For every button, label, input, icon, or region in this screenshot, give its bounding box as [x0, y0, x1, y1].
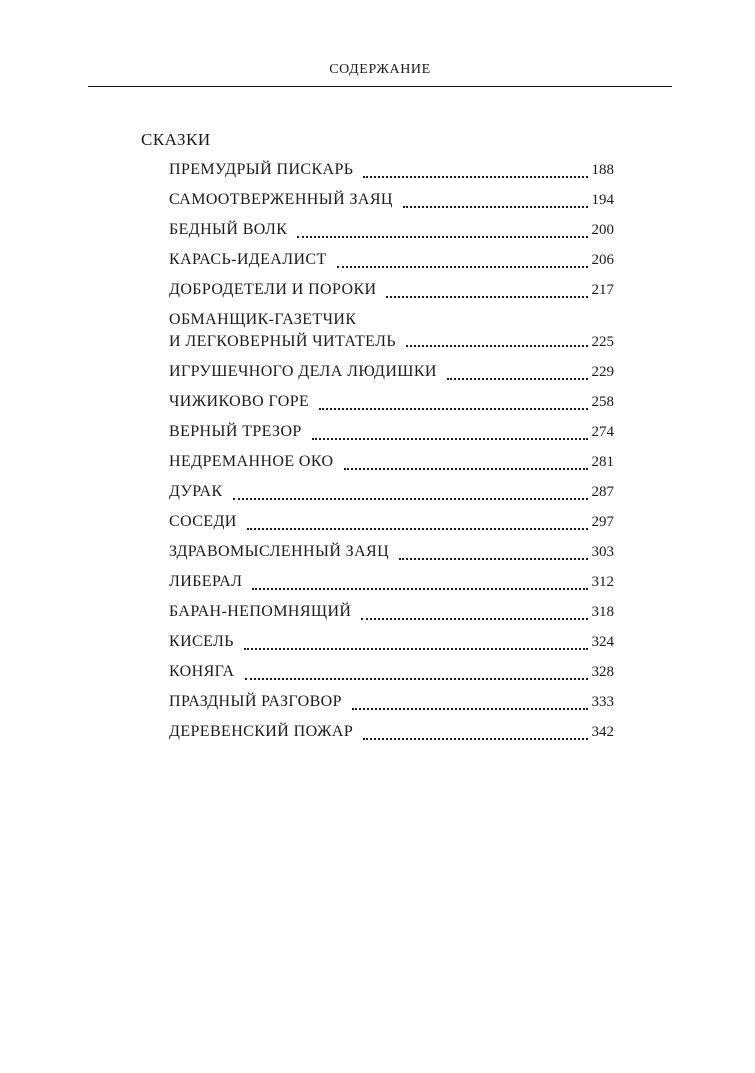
toc-entry-title: ПРАЗДНЫЙ РАЗГОВОР: [169, 693, 342, 710]
table-of-contents: [169, 155, 614, 747]
dot-leader: [297, 236, 587, 238]
toc-entry-title: ЧИЖИКОВО ГОРЕ: [169, 393, 310, 410]
toc-entry: [169, 657, 614, 687]
header-rule: [88, 86, 672, 87]
dot-leader: [244, 648, 588, 650]
dot-leader: [245, 678, 588, 680]
toc-entry-title: КОНЯГА: [169, 663, 235, 680]
toc-entry: [169, 687, 614, 717]
toc-entry-title: ДОБРОДЕТЕЛИ И ПОРОКИ: [169, 281, 377, 298]
toc-entry-title: КАРАСЬ-ИДЕАЛИСТ: [169, 251, 327, 268]
toc-entry-page-number: 297: [591, 514, 614, 530]
toc-entry-title: ВЕРНЫЙ ТРЕЗОР: [169, 423, 302, 440]
toc-entry-page-number: 312: [591, 574, 614, 590]
dot-leader: [403, 206, 588, 208]
toc-entry-title: ДУРАК: [169, 483, 223, 500]
toc-entry: [169, 567, 614, 597]
toc-entry-page-number: 258: [591, 394, 614, 410]
toc-entry-title: ЗДРАВОМЫСЛЕННЫЙ ЗАЯЦ: [169, 543, 390, 560]
dot-leader: [312, 438, 588, 440]
toc-entry: [169, 275, 614, 305]
dot-leader: [247, 528, 588, 530]
toc-entry-page-number: 225: [591, 334, 614, 350]
toc-entry-title: ЛИБЕРАЛ: [169, 573, 243, 590]
toc-entry: [169, 357, 614, 387]
toc-entry-page-number: 188: [591, 162, 614, 178]
section-title: СКАЗКИ: [141, 130, 211, 149]
toc-entry: [169, 245, 614, 275]
dot-leader: [252, 588, 587, 590]
toc-entry: [169, 507, 614, 537]
toc-entry-title: ДЕРЕВЕНСКИЙ ПОЖАР: [169, 723, 354, 740]
dot-leader: [447, 378, 588, 380]
dot-leader: [363, 738, 587, 740]
dot-leader: [352, 708, 588, 710]
toc-entry: [169, 215, 614, 245]
dot-leader: [406, 345, 588, 347]
toc-entry: [169, 185, 614, 215]
toc-entry: [169, 417, 614, 447]
running-header: СОДЕРЖАНИЕ: [329, 62, 431, 77]
toc-entry-title: БЕДНЫЙ ВОЛК: [169, 221, 288, 238]
toc-entry-title: БАРАН-НЕПОМНЯЩИЙ: [169, 603, 352, 620]
toc-entry-title: КИСЕЛЬ: [169, 633, 234, 650]
toc-entry-page-number: 229: [591, 364, 614, 380]
toc-entry-page-number: 342: [591, 724, 614, 740]
toc-entry: [169, 155, 614, 185]
toc-entry: [169, 387, 614, 417]
toc-entry: [169, 477, 614, 507]
dot-leader: [363, 176, 587, 178]
toc-entry-page-number: 333: [591, 694, 614, 710]
toc-entry-page-number: 274: [591, 424, 614, 440]
toc-entry-page-number: 281: [591, 454, 614, 470]
dot-leader: [361, 618, 587, 620]
toc-entry-title: СОСЕДИ: [169, 513, 237, 530]
toc-entry-title: САМООТВЕРЖЕННЫЙ ЗАЯЦ: [169, 191, 393, 208]
dot-leader: [344, 468, 588, 470]
toc-entry-page-number: 328: [591, 664, 614, 680]
toc-entry: [169, 305, 614, 357]
toc-entry: [169, 597, 614, 627]
toc-entry-page-number: 206: [591, 252, 614, 268]
toc-entry: [169, 537, 614, 567]
toc-entry-title: ОБМАНЩИК-ГАЗЕТЧИК И ЛЕГКОВЕРНЫЙ ЧИТАТЕЛЬ: [169, 311, 396, 350]
toc-entry: [169, 627, 614, 657]
toc-entry: [169, 447, 614, 477]
toc-entry-title: НЕДРЕМАННОЕ ОКО: [169, 453, 334, 470]
toc-entry-page-number: 318: [591, 604, 614, 620]
dot-leader: [319, 408, 587, 410]
dot-leader: [399, 558, 587, 560]
dot-leader: [386, 296, 587, 298]
toc-entry: [169, 717, 614, 747]
toc-entry-page-number: 287: [591, 484, 614, 500]
dot-leader: [233, 498, 588, 500]
toc-entry-title: ИГРУШЕЧНОГО ДЕЛА ЛЮДИШКИ: [169, 363, 437, 380]
toc-entry-page-number: 324: [591, 634, 614, 650]
toc-entry-page-number: 194: [591, 192, 614, 208]
toc-entry-page-number: 200: [591, 222, 614, 238]
toc-entry-page-number: 217: [591, 282, 614, 298]
toc-entry-page-number: 303: [591, 544, 614, 560]
dot-leader: [337, 266, 588, 268]
toc-entry-title: ПРЕМУДРЫЙ ПИСКАРЬ: [169, 161, 354, 178]
